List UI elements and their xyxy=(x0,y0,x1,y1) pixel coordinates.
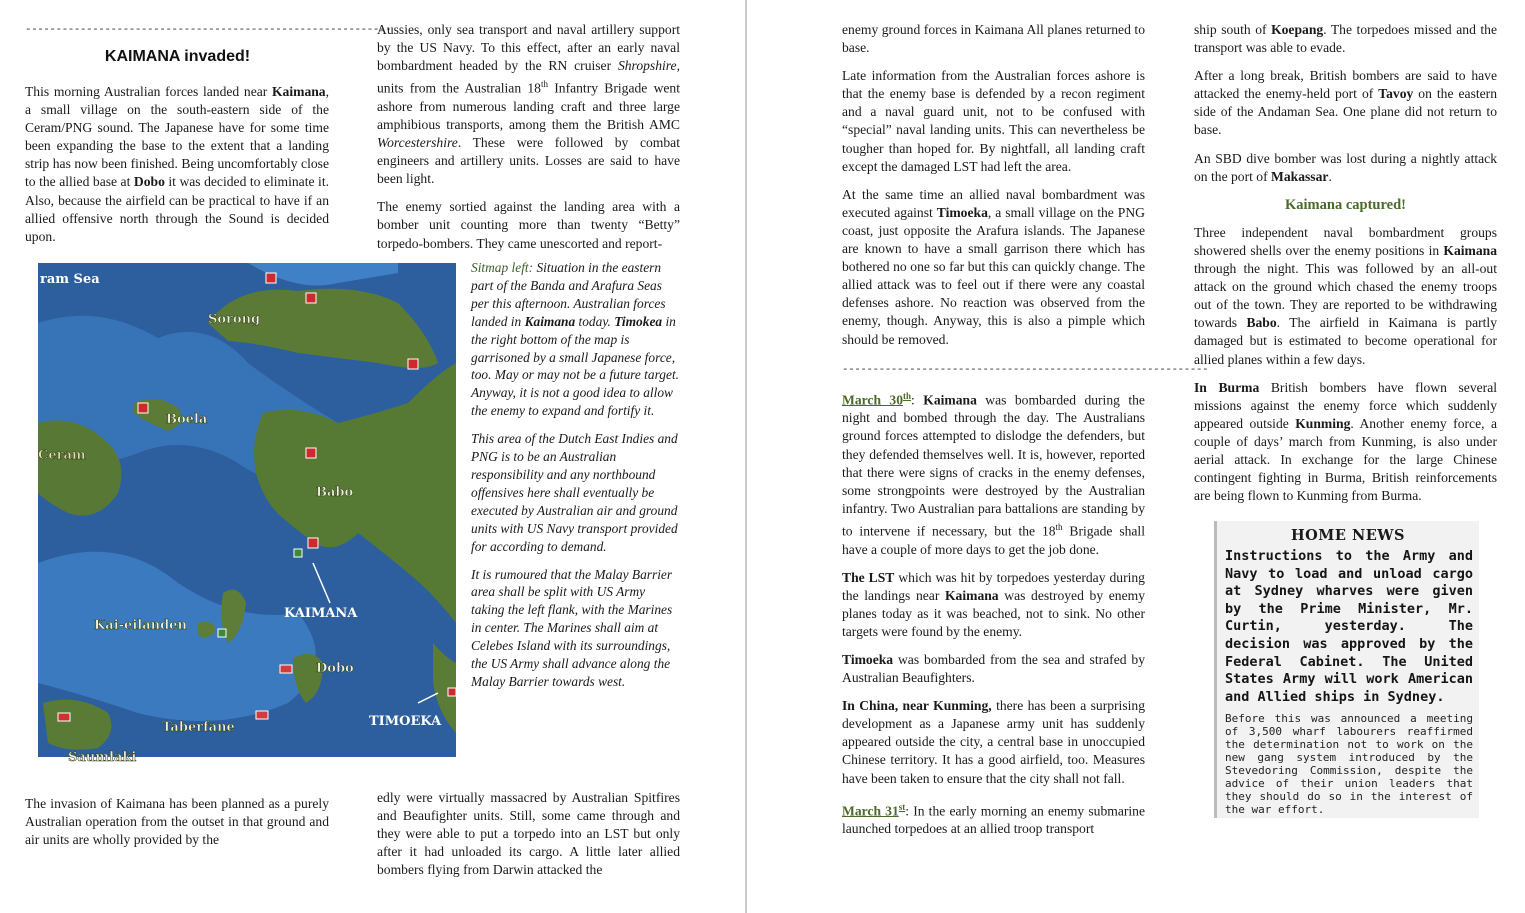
caption-kaimana: Kaimana xyxy=(524,313,576,329)
paragraph-march-30 xyxy=(842,387,1145,559)
separator-line-right: ------------------------------------------------------------ xyxy=(842,363,1209,376)
text-run: , a small village on the south-eastern side of the Ceram/PNG sound. The Japanese have for some time been expanding the base to the extent that a landing strip has now been finished. Being uncomfortably close to the allied base at xyxy=(25,84,329,190)
text-run: After a long break, British bombers are said to have attacked the enemy-held port of xyxy=(1194,68,1497,102)
text-run: Kaimana xyxy=(271,84,326,99)
text-run: : In the early morning an enemy submarine launched torpedoes at an allied troop transport xyxy=(842,803,1145,837)
text-run: Kaimana xyxy=(923,392,977,408)
text-run: In China, near Kunming, xyxy=(842,698,992,714)
text-run: Kunming xyxy=(1295,415,1351,431)
text-run: Koepang xyxy=(1271,22,1324,37)
text-run: on the eastern side of the Andaman Sea. One plane did not return to base. xyxy=(1194,86,1497,138)
column-3 xyxy=(842,21,1209,838)
clipping-body: Instructions to the Army and Navy to load and unload cargo at Sydney wharves were given by the Prime Minister, Mr. Curtin, yesterday. The decision was approved by the Federal Cabinet. The United States Army will work American and Allied ships in Sydney. xyxy=(1225,548,1473,705)
paragraph-lst xyxy=(842,569,1145,641)
map-label-timoeka: TIMOEKA xyxy=(369,714,442,729)
caption-text-a: Situation in the eastern part of the Banda and Arafura Seas per this afternoon. Australian forces landed in xyxy=(471,260,666,329)
text-run: . The airfield in Kaimana is partly damaged but is estimated to become operational for allied planes within a few days. xyxy=(1194,315,1497,367)
caption-paragraph-1 xyxy=(471,259,681,420)
text-run: th xyxy=(1055,521,1063,532)
headline-kaimana-captured: Kaimana captured! xyxy=(1285,196,1406,213)
caption-label: Sitmap left: xyxy=(471,260,534,275)
text-run: . Another enemy force, a couple of days’ march from Kunming, is also under aerial attack. In exchange for the large Chinese contingent fighting in Burma, British reinforcements are being flown to Kunming from Burma. xyxy=(1194,415,1497,504)
paragraph-timoeka-strafed xyxy=(842,651,1145,687)
text-run: it was decided to eliminate it. Also, because the airfield can be practical to have if an allied offensive north through the Sound is decided upon. xyxy=(25,174,329,244)
column-2-top xyxy=(377,21,680,253)
clipping-small-print: Before this was announced a meeting of 3,500 wharf labourers reaffirmed the determination not to work on the new gang system introduced by the Stevedoring Commission, despite the advice of their union leaders that they should do so in the interest of the war effort. xyxy=(1225,712,1473,817)
text-run: was bombarded during the night and bombed through the day. The Australians ground forces attempted to dislodge the defenders, but they defended themselves well. It is, however, reported that there were signs of cracks in the enemy defenses, some strongpoints were destroyed by the Australian infantry. Two Australian para battalions are standing by to intervene if necessary, but the 18 xyxy=(842,392,1145,539)
text-run: March 30 xyxy=(842,392,904,408)
paragraph-timoeka-bombardment xyxy=(842,186,1145,349)
text-run: , a small village on the PNG coast, just opposite the Arafura islands. The Japanese are known to have a small garrison there which has bothered no one so far but this can quickly change. The allied attack was to feel out if there were any coastal defenses ashore. No reaction was observed from the enemy, though. Anyway, this is also a pimple which should be removed. xyxy=(842,204,1145,347)
text-run: : xyxy=(911,392,924,408)
paragraph-china-kunming xyxy=(842,697,1145,787)
map-label-saumlaki: Saumlaki xyxy=(68,750,137,765)
column-1-top xyxy=(25,83,329,246)
paragraph-landing xyxy=(25,83,329,246)
text-run: Tavoy xyxy=(1378,86,1414,102)
paragraph-aussies xyxy=(377,21,680,188)
page-divider xyxy=(745,0,747,913)
separator-line: ------------------------------------------------------------ xyxy=(25,24,392,36)
text-run: was destroyed by enemy planes today as it was beached, not to sink. No other targets were found by the enemy. xyxy=(842,587,1145,639)
paragraph-late-information: Late information from the Australian forces ashore is that the enemy base is defended by a recon regiment and a naval guard unit, not to be confused with “special” naval landing units. This can nevertheless be tougher than hoped for. By nightfall, all landing craft except the damaged LST had left the area. xyxy=(842,68,1145,174)
map-label-kai-eilanden: Kai-eilanden xyxy=(94,618,187,633)
column-2-bottom xyxy=(377,789,680,879)
caption-timokea: Timokea xyxy=(614,313,663,329)
text-run: . These were followed by combat engineers and artillery units. Losses are said to have been light. xyxy=(377,135,680,187)
text-run: Timoeka xyxy=(842,651,894,667)
text-run: Aussies, only sea transport and naval artillery support by the US Navy. To this effect, after an early naval bombardment headed by the RN cruiser xyxy=(377,22,680,74)
text-run: This morning Australian forces landed near xyxy=(25,84,272,99)
column-4 xyxy=(1194,21,1497,505)
caption-text-b: today. xyxy=(575,313,615,329)
caption-paragraph-2: This area of the Dutch East Indies and PNG is to be an Australian responsibility and any northbound offensives here shall eventually be executed by Australian air and ground units with US Navy transport provided for according to demand. xyxy=(471,431,678,554)
paragraph-enemy-sortie: The enemy sortied against the landing area with a bomber unit counting more than twenty “Betty” torpedo-bombers. They came unescorted and report- xyxy=(377,199,680,251)
text-run: . xyxy=(1328,168,1332,184)
paragraph-massacred: edly were virtually massacred by Australian Spitfires and Beaufighter units. Still, some came through and they were able to put a torpedo into an LST but only after it had unloaded its cargo. A little later allied bombers flying from Darwin attacked the xyxy=(377,790,680,878)
text-run: , units from the Australian 18 xyxy=(377,58,680,96)
text-run: Timoeka xyxy=(936,204,988,220)
map-label-sorong: Sorong xyxy=(208,312,261,327)
paragraph-makassar xyxy=(1194,150,1497,186)
clipping-title: HOME NEWS xyxy=(1290,527,1406,544)
text-run: At the same time an allied naval bombardment was executed against xyxy=(842,186,1145,220)
paragraph-march-31 xyxy=(842,798,1145,839)
text-run: . The torpedoes missed and the transport was able to evade. xyxy=(1194,22,1498,56)
map-label-ceram: Ceram xyxy=(38,448,86,463)
situation-map xyxy=(38,263,456,765)
map-label-kaimana: KAIMANA xyxy=(284,606,358,621)
map-label-boela: Boela xyxy=(166,412,208,427)
text-run: Infantry Brigade went ashore from numerous landing craft and three large amphibious transports, among them the British AMC xyxy=(377,80,680,132)
text-run: Brigade shall have a couple of more days to get the job done. xyxy=(842,523,1145,557)
text-run: March 31 xyxy=(842,803,899,819)
text-run: Babo xyxy=(1246,315,1277,331)
text-run: In Burma xyxy=(1194,379,1260,395)
paragraph-burma xyxy=(1194,379,1497,506)
text-run: Kaimana xyxy=(944,587,999,603)
map-label-ram-sea: ram Sea xyxy=(40,272,100,287)
situation-map-graphic xyxy=(38,263,456,765)
map-caption xyxy=(471,259,681,701)
text-run: ship south of xyxy=(1194,22,1272,37)
paragraph-planes-returned: enemy ground forces in Kaimana All planes returned to base. xyxy=(842,22,1145,56)
caption-paragraph-3: It is rumoured that the Malay Barrier area shall be split with US Army taking the left flank, with the Marines in center. The Marines shall aim at Celebes Island with its surroundings, the US Army shall advance along the Malay Barrier towards west. xyxy=(471,566,673,689)
text-run: th xyxy=(903,390,912,401)
newspaper-clipping xyxy=(1214,521,1479,818)
text-run: Worcestershire xyxy=(377,135,458,151)
text-run: th xyxy=(540,79,548,90)
text-run: Shropshire xyxy=(617,58,677,74)
text-run: was bombarded from the sea and strafed by Australian Beaufighters. xyxy=(842,651,1145,686)
map-label-dobo: Dobo xyxy=(316,661,354,676)
text-run: An SBD dive bomber was lost during a nightly attack on the port of xyxy=(1194,150,1497,184)
column-1-bottom xyxy=(25,795,329,849)
paragraph-invasion-plan: The invasion of Kaimana has been planned as a purely Australian operation from the outset in that ground and air units are wholly provided by the xyxy=(25,796,329,848)
headline-kaimana-invaded: KAIMANA invaded! xyxy=(104,48,251,65)
paragraph-kaimana-captured xyxy=(1194,224,1497,369)
paragraph-tavoy xyxy=(1194,67,1497,139)
text-run: which was hit by torpedoes yesterday during the landings near xyxy=(842,569,1145,603)
paragraph-koepang xyxy=(1194,21,1497,57)
text-run: Dobo xyxy=(133,174,165,190)
caption-text-c: in the right bottom of the map is garrisoned by a small Japanese force, too. May or may not be a future target. Anyway, it is not a good idea to allow the enemy to expand and fortify it. xyxy=(471,313,680,419)
map-label-babo: Babo xyxy=(316,485,354,500)
text-run: through the night. This was followed by an all-out attack on the ground which chased the enemy troops out of the town. They are reported to be withdrawing towards xyxy=(1194,261,1497,331)
map-label-taberfane: Taberfane xyxy=(162,720,235,735)
text-run: Makassar xyxy=(1271,168,1329,184)
text-run: there has been a surprising development as a Japanese army unit has suddenly appeared outside the city, a central base in unoccupied Chinese territory. It has a good airfield, too. Measures have been taken to ensure that the city shall not fall. xyxy=(842,698,1145,786)
text-run: British bombers have flown several missions against the enemy force which suddenly appeared outside xyxy=(1194,379,1498,431)
text-run: Kaimana xyxy=(1443,242,1497,258)
text-run: The LST xyxy=(842,569,895,585)
text-run: Three independent naval bombardment groups showered shells over the enemy positions in xyxy=(1194,224,1497,258)
text-run: st xyxy=(898,801,906,812)
